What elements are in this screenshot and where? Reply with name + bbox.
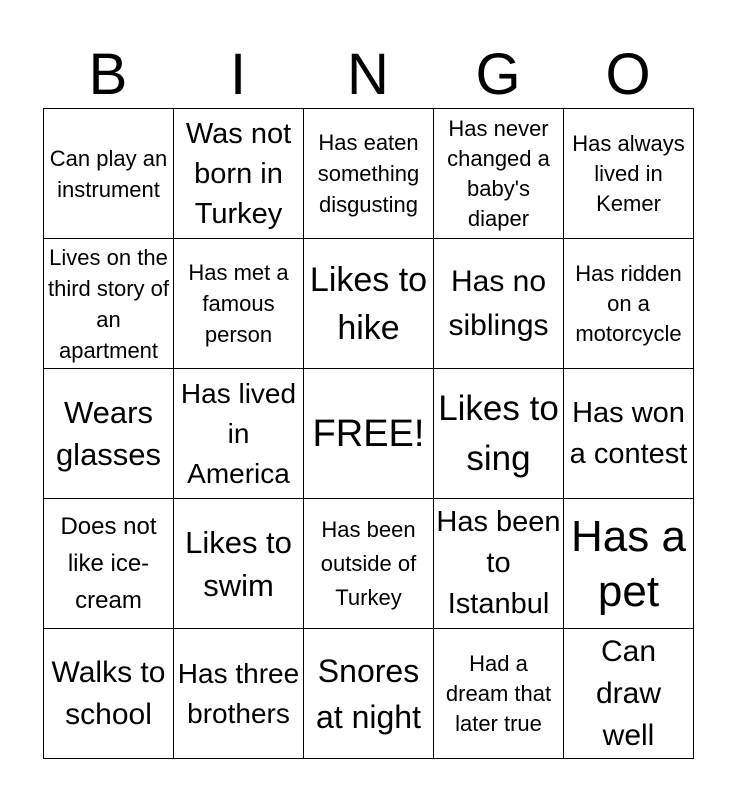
cell-text: Wears glasses bbox=[55, 394, 162, 472]
header-letter-g: G bbox=[475, 42, 521, 107]
header-letter-o: O bbox=[605, 42, 651, 107]
cell-text: FREE! bbox=[312, 412, 425, 455]
bingo-cell[interactable] bbox=[44, 369, 174, 499]
header-letter-n: N bbox=[347, 42, 389, 107]
bingo-cell[interactable] bbox=[44, 239, 174, 369]
cell-text: Lives on the third story of an apartment bbox=[47, 244, 170, 363]
cell-text: Has a pet bbox=[571, 511, 686, 616]
cell-text: Has eaten something disgusting bbox=[317, 130, 420, 217]
bingo-cell[interactable] bbox=[564, 239, 694, 369]
bingo-cell[interactable] bbox=[174, 239, 304, 369]
cell-text: Was not born in Turkey bbox=[185, 117, 292, 230]
cell-text: Had a dream that later true bbox=[445, 650, 552, 736]
bingo-cell[interactable] bbox=[304, 369, 434, 499]
bingo-cell[interactable] bbox=[434, 369, 564, 499]
cell-text: Likes to sing bbox=[438, 388, 559, 478]
cell-text: Has never changed a baby's diaper bbox=[447, 115, 550, 231]
cell-text: Has always lived in Kemer bbox=[572, 130, 685, 216]
cell-text: Snores at night bbox=[316, 652, 421, 735]
cell-text: Has been outside of Turkey bbox=[320, 516, 417, 610]
bingo-cell[interactable] bbox=[174, 369, 304, 499]
bingo-cell[interactable] bbox=[44, 499, 174, 629]
bingo-cell[interactable] bbox=[174, 109, 304, 239]
cell-text: Can draw well bbox=[595, 634, 662, 752]
bingo-cell[interactable] bbox=[564, 369, 694, 499]
cell-text: Has been to Istanbul bbox=[436, 506, 561, 620]
bingo-cell[interactable] bbox=[434, 109, 564, 239]
cell-text: Has three brothers bbox=[177, 657, 300, 729]
cell-text: Walks to school bbox=[51, 655, 166, 731]
bingo-cell[interactable] bbox=[434, 629, 564, 759]
cell-text: Has met a famous person bbox=[188, 260, 289, 347]
bingo-cell[interactable] bbox=[564, 109, 694, 239]
cell-text: Has lived in America bbox=[180, 377, 297, 489]
cell-text: Can play an instrument bbox=[49, 145, 168, 202]
bingo-cell[interactable] bbox=[564, 629, 694, 759]
bingo-cell[interactable] bbox=[44, 109, 174, 239]
bingo-cell[interactable] bbox=[434, 499, 564, 629]
bingo-cell[interactable] bbox=[564, 499, 694, 629]
header-letter-b: B bbox=[88, 42, 128, 107]
bingo-cell[interactable] bbox=[174, 629, 304, 759]
bingo-cell[interactable] bbox=[44, 629, 174, 759]
cell-text: Has no siblings bbox=[448, 264, 549, 342]
cell-text: Has won a contest bbox=[569, 396, 688, 470]
bingo-grid bbox=[43, 108, 694, 759]
header-letter-i: I bbox=[229, 42, 247, 107]
bingo-cell[interactable] bbox=[304, 239, 434, 369]
bingo-cell[interactable] bbox=[304, 499, 434, 629]
bingo-cell[interactable] bbox=[304, 109, 434, 239]
bingo-cell[interactable] bbox=[304, 629, 434, 759]
bingo-header bbox=[43, 42, 693, 108]
cell-text: Does not like ice-cream bbox=[60, 513, 157, 614]
cell-text: Likes to swim bbox=[185, 524, 292, 603]
cell-text: Likes to hike bbox=[309, 260, 428, 347]
bingo-cell[interactable] bbox=[174, 499, 304, 629]
cell-text: Has ridden on a motorcycle bbox=[575, 260, 682, 346]
bingo-cell[interactable] bbox=[434, 239, 564, 369]
